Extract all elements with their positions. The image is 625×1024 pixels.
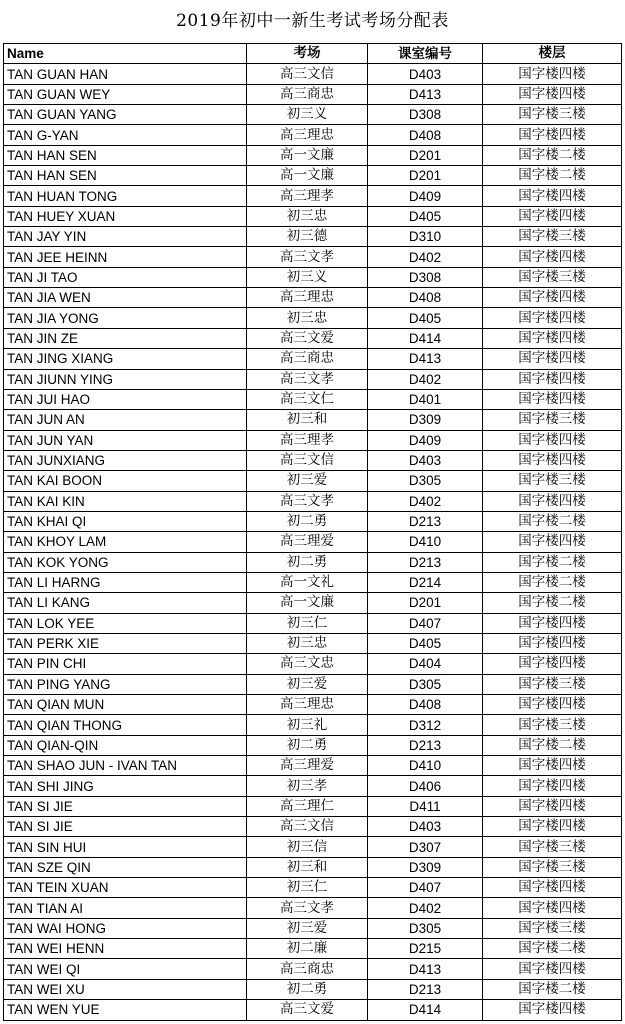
header-row: [4, 44, 622, 64]
name-cell: TAN HUEY XUAN: [4, 206, 247, 226]
room-cell: 初三忠: [247, 633, 368, 653]
room-cell: 初三义: [247, 267, 368, 287]
room-cell: 高三文仁: [247, 389, 368, 409]
name-cell: TAN HUAN TONG: [4, 186, 247, 206]
room-cell: 初三忠: [247, 308, 368, 328]
room-cell: 高三文信: [247, 450, 368, 470]
name-cell: TAN GUAN WEY: [4, 84, 247, 104]
name-cell: TAN KOK YONG: [4, 552, 247, 572]
table-row: [4, 979, 622, 999]
code-cell: D414: [368, 1000, 483, 1020]
floor-cell: 国字楼三楼: [483, 837, 622, 857]
table-row: [4, 471, 622, 491]
floor-cell: 国字楼四楼: [483, 430, 622, 450]
name-cell: TAN KHOY LAM: [4, 532, 247, 552]
name-cell: TAN SI JIE: [4, 817, 247, 837]
code-cell: D305: [368, 918, 483, 938]
code-cell: D411: [368, 796, 483, 816]
table-row: [4, 84, 622, 104]
code-cell: D201: [368, 145, 483, 165]
name-cell: TAN SIN HUI: [4, 837, 247, 857]
table-row: [4, 491, 622, 511]
table-row: [4, 837, 622, 857]
room-cell: 高三理爱: [247, 532, 368, 552]
code-cell: D309: [368, 857, 483, 877]
table-row: [4, 288, 622, 308]
name-cell: TAN JI TAO: [4, 267, 247, 287]
code-cell: D408: [368, 125, 483, 145]
code-cell: D213: [368, 511, 483, 531]
floor-cell: 国字楼四楼: [483, 959, 622, 979]
table-row: [4, 776, 622, 796]
room-cell: 高三理忠: [247, 288, 368, 308]
floor-cell: 国字楼二楼: [483, 145, 622, 165]
code-cell: D213: [368, 979, 483, 999]
name-cell: TAN SZE QIN: [4, 857, 247, 877]
code-cell: D402: [368, 491, 483, 511]
room-cell: 初二廉: [247, 939, 368, 959]
name-cell: TAN TIAN AI: [4, 898, 247, 918]
name-cell: TAN JEE HEINN: [4, 247, 247, 267]
code-cell: D413: [368, 959, 483, 979]
room-cell: 高三理仁: [247, 796, 368, 816]
table-row: [4, 1000, 622, 1020]
room-cell: 初三仁: [247, 878, 368, 898]
column-header-floor: 楼层: [483, 44, 622, 64]
table-row: [4, 552, 622, 572]
table-row: [4, 593, 622, 613]
floor-cell: 国字楼三楼: [483, 471, 622, 491]
floor-cell: 国字楼二楼: [483, 552, 622, 572]
room-cell: 高三文孝: [247, 369, 368, 389]
name-cell: TAN PING YANG: [4, 674, 247, 694]
floor-cell: 国字楼二楼: [483, 572, 622, 592]
code-cell: D215: [368, 939, 483, 959]
code-cell: D405: [368, 633, 483, 653]
code-cell: D410: [368, 532, 483, 552]
floor-cell: 国字楼三楼: [483, 105, 622, 125]
floor-cell: 国字楼二楼: [483, 735, 622, 755]
floor-cell: 国字楼四楼: [483, 64, 622, 84]
room-cell: 初三仁: [247, 613, 368, 633]
table-row: [4, 572, 622, 592]
name-cell: TAN QIAN THONG: [4, 715, 247, 735]
name-cell: TAN JIUNN YING: [4, 369, 247, 389]
name-cell: TAN QIAN MUN: [4, 695, 247, 715]
floor-cell: 国字楼四楼: [483, 817, 622, 837]
code-cell: D403: [368, 450, 483, 470]
code-cell: D308: [368, 105, 483, 125]
room-cell: 高一文廉: [247, 166, 368, 186]
code-cell: D405: [368, 308, 483, 328]
name-cell: TAN JAY YIN: [4, 227, 247, 247]
room-cell: 初三孝: [247, 776, 368, 796]
room-cell: 高一文廉: [247, 145, 368, 165]
table-row: [4, 145, 622, 165]
room-cell: 高一文廉: [247, 593, 368, 613]
floor-cell: 国字楼四楼: [483, 369, 622, 389]
table-row: [4, 410, 622, 430]
code-cell: D409: [368, 186, 483, 206]
allocation-table: [3, 43, 622, 1021]
column-header-code: 课室编号: [368, 44, 483, 64]
name-cell: TAN WEI HENN: [4, 939, 247, 959]
table-row: [4, 633, 622, 653]
floor-cell: 国字楼二楼: [483, 166, 622, 186]
code-cell: D410: [368, 756, 483, 776]
code-cell: D405: [368, 206, 483, 226]
name-cell: TAN JIA WEN: [4, 288, 247, 308]
floor-cell: 国字楼四楼: [483, 532, 622, 552]
name-cell: TAN TEIN XUAN: [4, 878, 247, 898]
floor-cell: 国字楼四楼: [483, 308, 622, 328]
name-cell: TAN LI KANG: [4, 593, 247, 613]
floor-cell: 国字楼三楼: [483, 227, 622, 247]
table-row: [4, 206, 622, 226]
code-cell: D409: [368, 430, 483, 450]
floor-cell: 国字楼三楼: [483, 267, 622, 287]
table-row: [4, 898, 622, 918]
table-row: [4, 105, 622, 125]
name-cell: TAN SHAO JUN - IVAN TAN: [4, 756, 247, 776]
table-row: [4, 430, 622, 450]
room-cell: 高三商忠: [247, 84, 368, 104]
name-cell: TAN JING XIANG: [4, 349, 247, 369]
code-cell: D402: [368, 898, 483, 918]
room-cell: 初三忠: [247, 206, 368, 226]
code-cell: D402: [368, 247, 483, 267]
room-cell: 初三和: [247, 857, 368, 877]
table-row: [4, 125, 622, 145]
table-row: [4, 735, 622, 755]
table-row: [4, 532, 622, 552]
code-cell: D213: [368, 552, 483, 572]
code-cell: D305: [368, 674, 483, 694]
floor-cell: 国字楼三楼: [483, 857, 622, 877]
floor-cell: 国字楼二楼: [483, 593, 622, 613]
table-row: [4, 308, 622, 328]
code-cell: D401: [368, 389, 483, 409]
name-cell: TAN HAN SEN: [4, 145, 247, 165]
table-row: [4, 369, 622, 389]
floor-cell: 国字楼四楼: [483, 84, 622, 104]
name-cell: TAN WEI XU: [4, 979, 247, 999]
table-row: [4, 247, 622, 267]
room-cell: 高三商忠: [247, 349, 368, 369]
floor-cell: 国字楼三楼: [483, 410, 622, 430]
table-row: [4, 186, 622, 206]
name-cell: TAN LOK YEE: [4, 613, 247, 633]
room-cell: 高三理孝: [247, 430, 368, 450]
table-row: [4, 654, 622, 674]
name-cell: TAN KAI BOON: [4, 471, 247, 491]
room-cell: 高三文孝: [247, 491, 368, 511]
name-cell: TAN JIN ZE: [4, 328, 247, 348]
room-cell: 高三文孝: [247, 247, 368, 267]
code-cell: D406: [368, 776, 483, 796]
room-cell: 初三爱: [247, 674, 368, 694]
floor-cell: 国字楼四楼: [483, 898, 622, 918]
room-cell: 高三文爱: [247, 328, 368, 348]
name-cell: TAN JIA YONG: [4, 308, 247, 328]
code-cell: D201: [368, 593, 483, 613]
code-cell: D402: [368, 369, 483, 389]
code-cell: D407: [368, 878, 483, 898]
code-cell: D214: [368, 572, 483, 592]
table-row: [4, 817, 622, 837]
page-title: 2019年初中一新生考试考场分配表: [176, 11, 449, 31]
floor-cell: 国字楼四楼: [483, 491, 622, 511]
name-cell: TAN JUNXIANG: [4, 450, 247, 470]
room-cell: 初三和: [247, 410, 368, 430]
name-cell: TAN WAI HONG: [4, 918, 247, 938]
name-cell: TAN GUAN HAN: [4, 64, 247, 84]
name-cell: TAN JUI HAO: [4, 389, 247, 409]
name-cell: TAN LI HARNG: [4, 572, 247, 592]
table-row: [4, 613, 622, 633]
name-cell: TAN SHI JING: [4, 776, 247, 796]
room-cell: 高三理忠: [247, 695, 368, 715]
table-row: [4, 756, 622, 776]
code-cell: D403: [368, 817, 483, 837]
table-row: [4, 64, 622, 84]
room-cell: 初二勇: [247, 735, 368, 755]
floor-cell: 国字楼四楼: [483, 450, 622, 470]
room-cell: 高一文礼: [247, 572, 368, 592]
room-cell: 初三义: [247, 105, 368, 125]
room-cell: 初三爱: [247, 918, 368, 938]
name-cell: TAN HAN SEN: [4, 166, 247, 186]
code-cell: D310: [368, 227, 483, 247]
room-cell: 初三礼: [247, 715, 368, 735]
room-cell: 高三理孝: [247, 186, 368, 206]
name-cell: TAN SI JIE: [4, 796, 247, 816]
floor-cell: 国字楼二楼: [483, 979, 622, 999]
table-row: [4, 267, 622, 287]
code-cell: D312: [368, 715, 483, 735]
table-row: [4, 328, 622, 348]
table-row: [4, 878, 622, 898]
table-row: [4, 695, 622, 715]
floor-cell: 国字楼四楼: [483, 695, 622, 715]
column-header-room: 考场: [247, 44, 368, 64]
room-cell: 初二勇: [247, 511, 368, 531]
floor-cell: 国字楼四楼: [483, 288, 622, 308]
floor-cell: 国字楼二楼: [483, 511, 622, 531]
floor-cell: 国字楼四楼: [483, 613, 622, 633]
name-cell: TAN JUN YAN: [4, 430, 247, 450]
code-cell: D213: [368, 735, 483, 755]
code-cell: D403: [368, 64, 483, 84]
code-cell: D305: [368, 471, 483, 491]
table-row: [4, 959, 622, 979]
code-cell: D413: [368, 84, 483, 104]
table-row: [4, 796, 622, 816]
floor-cell: 国字楼四楼: [483, 1000, 622, 1020]
name-cell: TAN G-YAN: [4, 125, 247, 145]
floor-cell: 国字楼四楼: [483, 654, 622, 674]
table-row: [4, 166, 622, 186]
room-cell: 高三文孝: [247, 898, 368, 918]
room-cell: 初三信: [247, 837, 368, 857]
table-row: [4, 389, 622, 409]
floor-cell: 国字楼四楼: [483, 206, 622, 226]
room-cell: 初三爱: [247, 471, 368, 491]
room-cell: 初二勇: [247, 552, 368, 572]
code-cell: D414: [368, 328, 483, 348]
code-cell: D404: [368, 654, 483, 674]
name-cell: TAN WEN YUE: [4, 1000, 247, 1020]
floor-cell: 国字楼三楼: [483, 918, 622, 938]
room-cell: 高三商忠: [247, 959, 368, 979]
column-header-name: Name: [4, 44, 247, 64]
code-cell: D309: [368, 410, 483, 430]
code-cell: D413: [368, 349, 483, 369]
floor-cell: 国字楼四楼: [483, 125, 622, 145]
code-cell: D307: [368, 837, 483, 857]
floor-cell: 国字楼三楼: [483, 674, 622, 694]
table-row: [4, 450, 622, 470]
floor-cell: 国字楼三楼: [483, 715, 622, 735]
room-cell: 高三文信: [247, 64, 368, 84]
name-cell: TAN GUAN YANG: [4, 105, 247, 125]
floor-cell: 国字楼四楼: [483, 796, 622, 816]
room-cell: 高三文忠: [247, 654, 368, 674]
room-cell: 高三理忠: [247, 125, 368, 145]
table-body: [4, 64, 622, 1020]
floor-cell: 国字楼四楼: [483, 328, 622, 348]
table-row: [4, 227, 622, 247]
table-row: [4, 857, 622, 877]
name-cell: TAN QIAN-QIN: [4, 735, 247, 755]
table-row: [4, 674, 622, 694]
floor-cell: 国字楼四楼: [483, 878, 622, 898]
name-cell: TAN JUN AN: [4, 410, 247, 430]
floor-cell: 国字楼四楼: [483, 247, 622, 267]
name-cell: TAN KHAI QI: [4, 511, 247, 531]
room-cell: 高三理爱: [247, 756, 368, 776]
name-cell: TAN KAI KIN: [4, 491, 247, 511]
table-row: [4, 715, 622, 735]
floor-cell: 国字楼四楼: [483, 776, 622, 796]
name-cell: TAN WEI QI: [4, 959, 247, 979]
floor-cell: 国字楼四楼: [483, 186, 622, 206]
code-cell: D201: [368, 166, 483, 186]
room-cell: 初二勇: [247, 979, 368, 999]
floor-cell: 国字楼四楼: [483, 633, 622, 653]
code-cell: D408: [368, 288, 483, 308]
floor-cell: 国字楼四楼: [483, 756, 622, 776]
floor-cell: 国字楼四楼: [483, 389, 622, 409]
name-cell: TAN PIN CHI: [4, 654, 247, 674]
room-cell: 高三文信: [247, 817, 368, 837]
room-cell: 高三文爱: [247, 1000, 368, 1020]
floor-cell: 国字楼二楼: [483, 939, 622, 959]
table-row: [4, 918, 622, 938]
room-cell: 初三德: [247, 227, 368, 247]
floor-cell: 国字楼四楼: [483, 349, 622, 369]
table-row: [4, 349, 622, 369]
code-cell: D408: [368, 695, 483, 715]
table-row: [4, 511, 622, 531]
name-cell: TAN PERK XIE: [4, 633, 247, 653]
code-cell: D308: [368, 267, 483, 287]
table-row: [4, 939, 622, 959]
code-cell: D407: [368, 613, 483, 633]
